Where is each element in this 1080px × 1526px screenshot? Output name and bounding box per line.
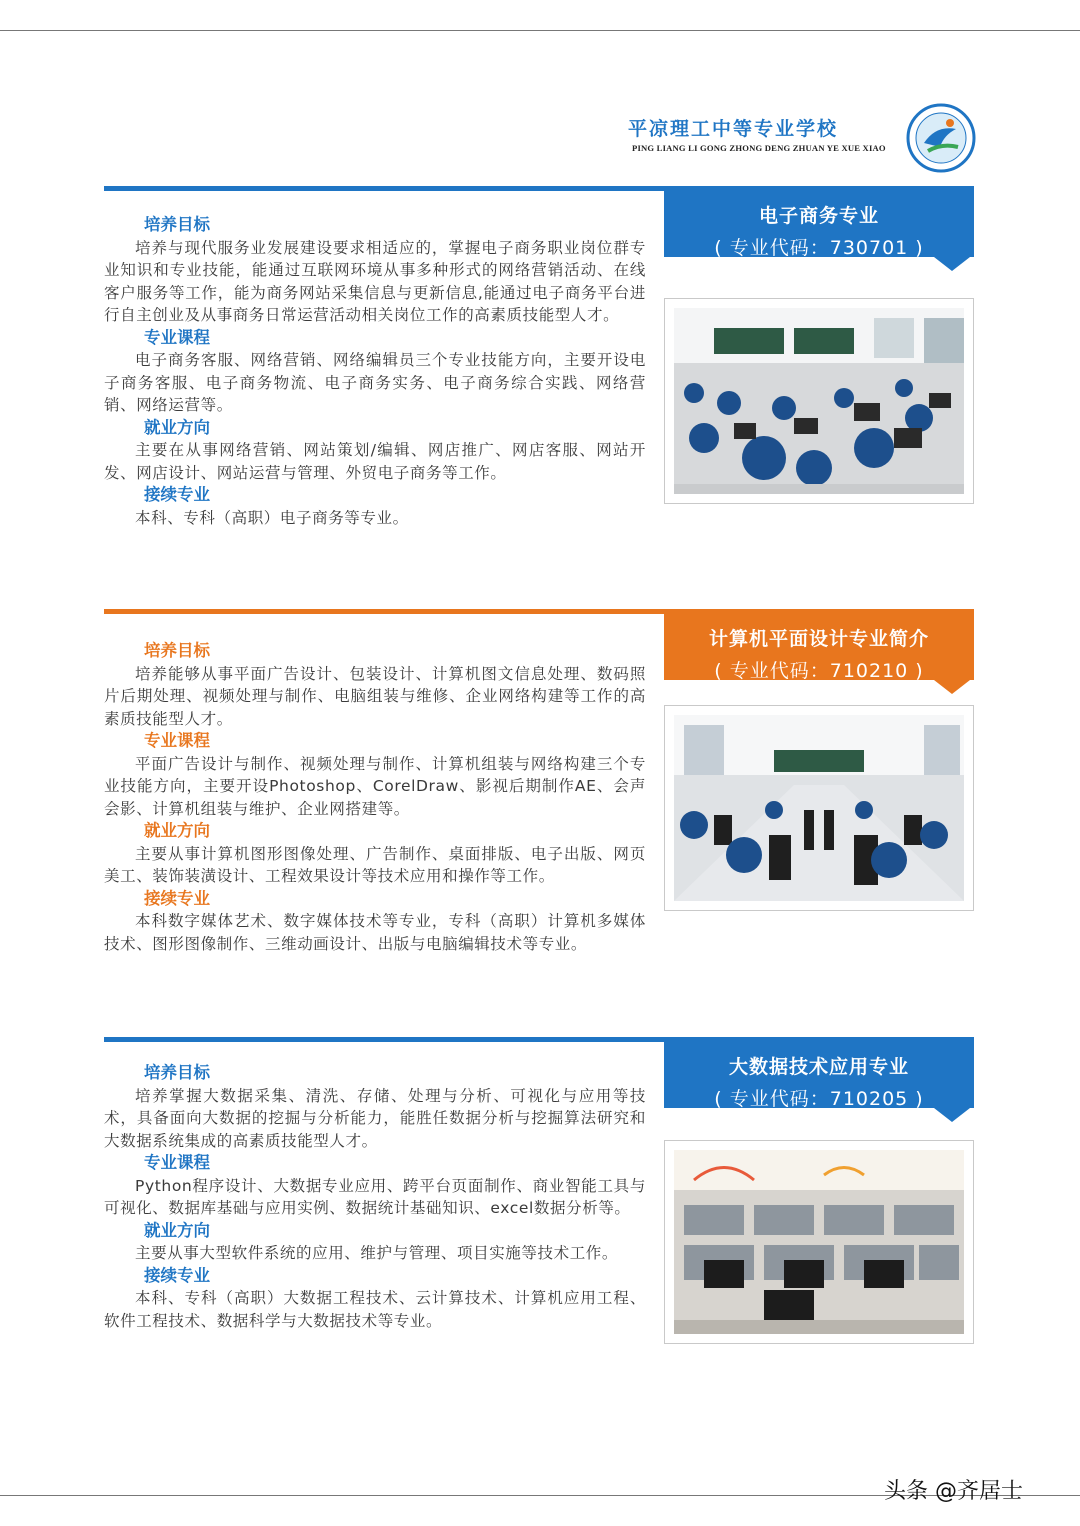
heading-training-goal: 培养目标 (144, 1063, 210, 1082)
paragraph-continuing-study: 本科、专科（高职）电子商务等专业。 (135, 508, 409, 527)
heading-employment: 就业方向 (144, 1220, 210, 1240)
section-text-ecommerce (104, 214, 646, 529)
paragraph-employment: 主要在从事网络营销、网站策划/编辑、网店推广、网店客服、网站开发、网店设计、网站运营与管理、外贸电子商务等工作。 (104, 441, 646, 482)
banner-pointer (934, 257, 970, 271)
banner-code: ( 专业代码：710210 ) (714, 660, 924, 682)
watermark: 头条 @齐居士 (884, 1479, 1023, 1504)
paragraph-training-goal: 培养与现代服务业发展建设要求相适应的，掌握电子商务职业岗位群专业知识和专业技能，能通过互联网环境从事多种形式的网络营销活动、在线客户服务等工作，能为商务网站采集信息与更新信息,能通过电子商务平台进行自主创业及从事商务日常运营活动相关岗位工作的高素质技能型人才。 (104, 238, 646, 324)
banner-code: ( 专业代码：710205 ) (714, 1088, 924, 1110)
photo-design-computer-lab (664, 705, 974, 911)
classroom-photo-icon (674, 308, 964, 494)
server-lab-photo-icon (674, 1150, 964, 1334)
section-text-graphic-design (104, 640, 646, 955)
banner-big-data (664, 1042, 974, 1108)
heading-continuing-study: 接续专业 (144, 888, 210, 908)
paragraph-courses: 平面广告设计与制作、视频处理与制作、计算机组装与网络构建三个专业技能方向，主要开设Photoshop、CorelDraw、影视后期制作AE、会声会影、计算机组装与维护、企业网搭建等。 (104, 754, 646, 818)
paragraph-employment: 主要从事计算机图形图像处理、广告制作、桌面排版、电子出版、网页美工、装饰装潢设计、工程效果设计等技术应用和操作等工作。 (104, 844, 646, 885)
photo-ecommerce-classroom (664, 298, 974, 504)
computer-lab-photo-icon (674, 715, 964, 901)
heading-training-goal: 培养目标 (144, 641, 210, 660)
banner-code: ( 专业代码：730701 ) (714, 237, 924, 259)
paragraph-courses: 电子商务客服、网络营销、网络编辑员三个专业技能方向，主要开设电子商务客服、电子商务物流、电子商务实务、电子商务综合实践、网络营销、网络运营等。 (104, 351, 646, 414)
paragraph-continuing-study: 本科、专科（高职）大数据工程技术、云计算技术、计算机应用工程、软件工程技术、数据科学与大数据技术等专业。 (104, 1289, 646, 1330)
heading-courses: 专业课程 (144, 731, 210, 750)
photo-big-data-lab (664, 1140, 974, 1344)
heading-employment: 就业方向 (144, 417, 210, 437)
banner-title: 计算机平面设计专业简介 (708, 628, 929, 650)
paragraph-training-goal: 培养掌握大数据采集、清洗、存储、处理与分析、可视化与应用等技术，具备面向大数据的挖掘与分析能力，能胜任数据分析与挖掘算法研究和大数据系统集成的高素质技能型人才。 (104, 1086, 646, 1150)
heading-continuing-study: 接续专业 (144, 1265, 210, 1285)
heading-employment: 就业方向 (144, 821, 210, 840)
paragraph-continuing-study: 本科数字媒体艺术、数字媒体技术等专业，专科（高职）计算机多媒体技术、图形图像制作、三维动画设计、出版与电脑编辑技术等专业。 (104, 912, 646, 953)
banner-pointer (934, 680, 970, 694)
section-text-big-data (104, 1062, 646, 1332)
banner-pointer (934, 1108, 970, 1122)
paragraph-courses: Python程序设计、大数据专业应用、跨平台页面制作、商业智能工具与可视化、数据库基础与应用实例、数据统计基础知识、excel数据分析等。 (104, 1176, 646, 1217)
heading-continuing-study: 接续专业 (144, 485, 210, 504)
heading-courses: 专业课程 (144, 327, 210, 347)
school-name-en: PING LIANG LI GONG ZHONG DENG ZHUAN YE XUE XIAO (632, 143, 886, 153)
school-logo-icon (906, 103, 976, 173)
banner-ecommerce (664, 191, 974, 257)
heading-training-goal: 培养目标 (144, 215, 210, 234)
banner-title: 大数据技术应用专业 (728, 1056, 909, 1078)
school-name-cn: 平凉理工中等专业学校 (628, 118, 839, 140)
paragraph-training-goal: 培养能够从事平面广告设计、包装设计、计算机图文信息处理、数码照片后期处理、视频处理与制作、电脑组装与维修、企业网络构建等工作的高素质技能型人才。 (104, 664, 646, 728)
paragraph-employment: 主要从事大型软件系统的应用、维护与管理、项目实施等技术工作。 (135, 1244, 619, 1262)
banner-graphic-design (664, 614, 974, 680)
banner-title: 电子商务专业 (758, 205, 879, 227)
heading-courses: 专业课程 (144, 1153, 210, 1172)
